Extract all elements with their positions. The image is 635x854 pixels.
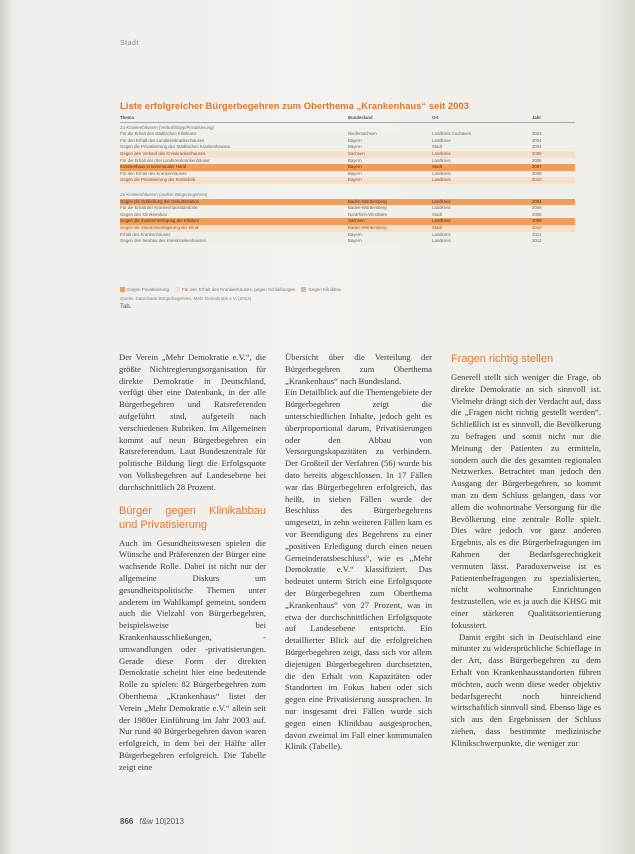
- cell-bundesland: Bayern: [348, 238, 362, 244]
- cell-bundesland: Niedersachsen: [348, 131, 377, 137]
- cell-jahr: 2010: [532, 224, 542, 230]
- cell-jahr: 2011: [532, 231, 542, 237]
- cell-jahr: 2004: [532, 144, 542, 150]
- cell-thema: Gegen den Verkauf des Kreiskrankenhauses: [120, 150, 206, 156]
- header-ort: Ort: [432, 115, 439, 120]
- cell-jahr: 2004: [532, 198, 542, 204]
- cell-ort: Landkreis: [432, 177, 451, 183]
- cell-thema: Krankenhaus in kommunaler Hand: [120, 164, 187, 170]
- legend-item: Für den Erhalt des Krankenhauses, gegen Schließungen: [175, 287, 295, 292]
- cell-bundesland: Bayern: [348, 170, 362, 176]
- cell-thema: Erhalt des Krankenhauses: [120, 231, 171, 237]
- table-row: [120, 232, 575, 239]
- cell-jahr: 2012: [532, 238, 542, 244]
- table-row: [120, 151, 575, 158]
- subheading: Fragen richtig stellen: [451, 353, 554, 365]
- cell-ort: Landkreis: [432, 205, 451, 211]
- group1-rows: [120, 131, 575, 184]
- paragraph: Der Verein „Mehr Demokratie e.V.“, die größte Nichtregierungsorganisation für direkte Demokratie in Deutschland, verfügt über eine Datenbank, in der alle Bürgerbegehren und Ratsreferenden aufgeführt sind, aufgeteilt nach verschiedenen Rubriken. Im Allgemeinen kommt auf neun Bürgerbegehren ein Ratsreferendum. Laut Bundeszentrale für politische Bildung liegt die Erfolgsquote von Volksbegehren auf Landesebene bei durchschnittlich 28 Prozent.: [119, 352, 266, 492]
- cell-jahr: 2008: [532, 211, 542, 217]
- table-row: [120, 131, 575, 138]
- cell-jahr: 2004: [532, 137, 542, 143]
- paragraph: Ein Detailblick auf die Themengebiete der Bürgerbegehren zeigt die unterschiedlichen Inhalte, jedoch geht es überproportional darum, Privatisierungen oder den Abbau von Versorgungskapazitäten zu verhindern. Der Großteil der Verfahren (56) wurde bis dato bereits abgeschlossen. In 17 Fällen war das Bürgerbegehren erfolgreich, das heißt, in sieben Fällen wurde der Beschluss des Bürgerbegehrens umgesetzt, in zehn weiteren Fällen kam es vor Beendigung des Begehrens zu einer „positiven Erledigung durch einen neuen Gemeinderatsbeschluss“, wie es „Mehr Demokratie e.V.“ klassifiziert. Das bedeutet unterm Strich eine Erfolgsquote der Bürgerbegehren zum Oberthema „Krankenhaus“ von 27 Prozent, was in etwa der durchschnittlichen Erfolgsquote auf Landesebene entspricht. Ein detaillierter Blick auf die erfolgreichen Bürgerbegehren zeigt, dass sich vor allem diejenigen Bürgerbegehren durchsetzten, die den Erhalt von Kapazitäten oder Standorten im Fokus haben oder sich gegen eine Privatisierung aussprachen. In nur insgesamt drei Fällen wurde sich gegen einen Klinikbau ausgesprochen, davon zweimal im Fall einer kommunalen Klinik (Tabelle).: [285, 387, 432, 752]
- table-row: [120, 164, 575, 171]
- cell-ort: Landkreis Cuxhaven: [432, 131, 472, 137]
- cell-jahr: 2010: [532, 177, 542, 183]
- cell-ort: Stadt: [432, 211, 443, 217]
- group1-label: Zu Krankenhäusern (Verbot/Stopp/Privatisierung): [120, 124, 214, 130]
- cell-ort: Landkreis: [432, 231, 451, 237]
- cell-ort: Landkreis: [432, 170, 451, 176]
- cell-ort: Landkreis: [432, 218, 451, 224]
- cell-ort: Stadt: [432, 144, 443, 150]
- cell-thema: Gegen die Zusammenlegung der Kliniken: [120, 218, 200, 224]
- cell-bundesland: Bayern: [348, 157, 362, 163]
- table-row: [120, 238, 575, 245]
- paragraph: Auch im Gesundheitswesen spielen die Wünsche und Präferenzen der Bürger eine wachsende Rolle. Dabei ist nicht nur der allgemeine Diskurs um gesundheitspolitische Themen unter anderem im Wahlkampf gemeint, sondern auch die Vielzahl von Bürgerbegehren, beispielsweise bei Krankenhausschließungen, -umwandlungen oder -privatisierungen. Gerade diese Form der direkten Demokratie scheint hier eine bedeutende Rolle zu spielen: 82 Bürgerbegehren zum Oberthema „Krankenhaus“ listet der Verein „Mehr Demokratie e.V.“ allein seit der 1980er Einführung im Jahr 2003 auf. Nur rund 40 Bürgerbegehren davon waren erfolgreich, in dem bei der Hälfte aller Bürgerbegehren erfolgreich. Die Tabelle zeigt eine: [119, 537, 266, 772]
- text-column-1: [119, 352, 266, 774]
- header-thema: Thema: [120, 115, 134, 120]
- cell-ort: Landkreis: [432, 157, 451, 163]
- cell-ort: Landkreis: [432, 150, 451, 156]
- table-header-row: [120, 115, 575, 123]
- group2-label: Zu Krankenhäusern (andere Bürgerbegehren): [120, 191, 208, 197]
- cell-thema: Für den Erhalt des Krankenhauses: [120, 170, 187, 176]
- cell-thema: Für die Erhalt des städtischen Klinikums: [120, 131, 197, 137]
- page-number: 866: [120, 817, 134, 826]
- paragraph: Übersicht über die Verteilung der Bürgerbegehren zum Oberthema „Krankenhaus“ nach Bundesland.: [285, 352, 432, 386]
- table-caption: Tab.: [120, 304, 132, 310]
- cell-ort: Landkreis: [432, 238, 451, 244]
- legend-swatch-icon: [301, 287, 306, 292]
- cell-bundesland: Bayern: [348, 231, 362, 237]
- table-row: [120, 171, 575, 178]
- table-row: [120, 218, 575, 225]
- table-row: [120, 144, 575, 151]
- journal-name: f&w 10|2013: [139, 817, 184, 826]
- cell-bundesland: Sachsen: [348, 150, 365, 156]
- table-row: [120, 177, 575, 184]
- paragraph: Generell stellt sich weniger die Frage, ob direkte Demokratie an sich sinnvoll ist. Vielmehr drängt sich der Verdacht auf, dass die „Fragen nicht richtig gestellt werden“. Schließlich ist es sinnvoll, die Bevölkerung zu befragen und somit nicht nur die Meinung der Patienten zu ermitteln, sondern auch die des gesamten regionalen Netzwerkes. Betrachtet man jedoch den Ausgang der Bürgerbegehren, so kommt man zu dem Schluss gelangen, dass vor allem die wohnortnahe Versorgung für die Bevölkerung eine zentrale Rolle spielt. Dies wäre jedoch vor ganz anderen Ergebnis, als es die Bürgerbefragungen im Rahmen der Bedarfsgerechtigkeit vermuten lässt. Paradoxerweise ist es Patientenbefragungen zu spezialisierten, nicht wohnortnahe Einrichtungen festzustellen, wie es ja auch die KHSG mit einer stärkeren Qualitätsorientierung fokussiert.: [451, 372, 601, 630]
- cell-ort: Stadt: [432, 164, 443, 170]
- cell-jahr: 2008: [532, 170, 542, 176]
- header-bundesland: Bundesland: [348, 115, 373, 120]
- cell-bundesland: Bayern: [348, 137, 362, 143]
- referendum-table: [120, 115, 575, 245]
- table-row: [120, 205, 575, 212]
- legend-swatch-icon: [120, 287, 125, 292]
- cell-thema: Für die Erhalt der drei Landkreiskrankenhäuser: [120, 157, 210, 163]
- cell-bundesland: Bayern: [348, 144, 362, 150]
- cell-thema: Gegen die Privatisierung des Städtischen Krankenhauses: [120, 144, 230, 150]
- group2-rows: [120, 199, 575, 245]
- subheading: Bürger gegen Klinikabbau und Privatisierung: [119, 504, 266, 531]
- header-jahr: Jahr: [532, 115, 542, 120]
- table-legend: [120, 287, 575, 292]
- cell-bundesland: Sachsen: [348, 218, 365, 224]
- cell-bundesland: Baden-Württemberg: [348, 198, 387, 204]
- cell-ort: Landkreis: [432, 137, 451, 143]
- cell-thema: Für den Erhalt des Landkreiskrankenhauses: [120, 137, 205, 143]
- cell-jahr: 2006: [532, 157, 542, 163]
- legend-item: Gegen Privatisierung: [120, 287, 169, 292]
- table-row: [120, 212, 575, 219]
- legend-item: Gegen Klinikbau: [301, 287, 341, 292]
- cell-bundesland: Nordrhein-Westfalen: [348, 211, 388, 217]
- cell-jahr: 2007: [532, 164, 542, 170]
- text-column-3: [451, 352, 601, 750]
- cell-bundesland: Baden-Württemberg: [348, 224, 387, 230]
- table-source: Quelle: Datenbank Bürgerbegehren, Mehr Demokratie e.V. (2013): [120, 296, 252, 301]
- cell-jahr: 2005: [532, 150, 542, 156]
- paragraph: Damit ergibt sich in Deutschland eine mitunter zu widersprüchliche Schieflage in der Art, dass Bürgerbegehren zu dem Erhalt von Krankenhausstandorten führen möchten, auch wenn diese weder objektiv bedarfsgerecht noch hinreichend wirtschaftlich sinnvoll sind. Ebenso läge es sich aus den Ergebnissen der Schluss ziehen, dass bestimmte medizinische Klinikschwerpunkte, die weniger zur: [451, 631, 601, 748]
- cell-bundesland: Bayern: [348, 177, 362, 183]
- table-row: [120, 225, 575, 232]
- cell-thema: Gegen den Klinikneubau: [120, 211, 168, 217]
- table-row: [120, 158, 575, 165]
- cell-jahr: 2006: [532, 205, 542, 211]
- cell-ort: Stadt: [432, 224, 443, 230]
- cell-thema: Gegen den Neubau des Kreiskrankenhauses: [120, 238, 206, 244]
- section-label: Stadt: [120, 40, 139, 47]
- table-row: [120, 138, 575, 145]
- cell-jahr: 2003: [532, 131, 542, 137]
- cell-thema: Für die Erhalt der Krankenhausstandorte: [120, 205, 198, 211]
- table-row: [120, 199, 575, 206]
- cell-thema: Gegen die Standortverlagerung der Klinik: [120, 224, 199, 230]
- cell-bundesland: Baden-Württemberg: [348, 205, 387, 211]
- text-column-2: [285, 352, 432, 753]
- cell-jahr: 2009: [532, 218, 542, 224]
- cell-thema: Gegen die Schließung der Geburtsstation: [120, 198, 200, 204]
- legend-swatch-icon: [175, 287, 180, 292]
- cell-bundesland: Bayern: [348, 164, 362, 170]
- table-title: Liste erfolgreicher Bürgerbegehren zum Oberthema „Krankenhaus“ seit 2003: [120, 101, 469, 112]
- cell-thema: Gegen die Privatisierung der Kreisklinik: [120, 177, 195, 183]
- page-footer: [120, 817, 184, 826]
- cell-ort: Landkreis: [432, 198, 451, 204]
